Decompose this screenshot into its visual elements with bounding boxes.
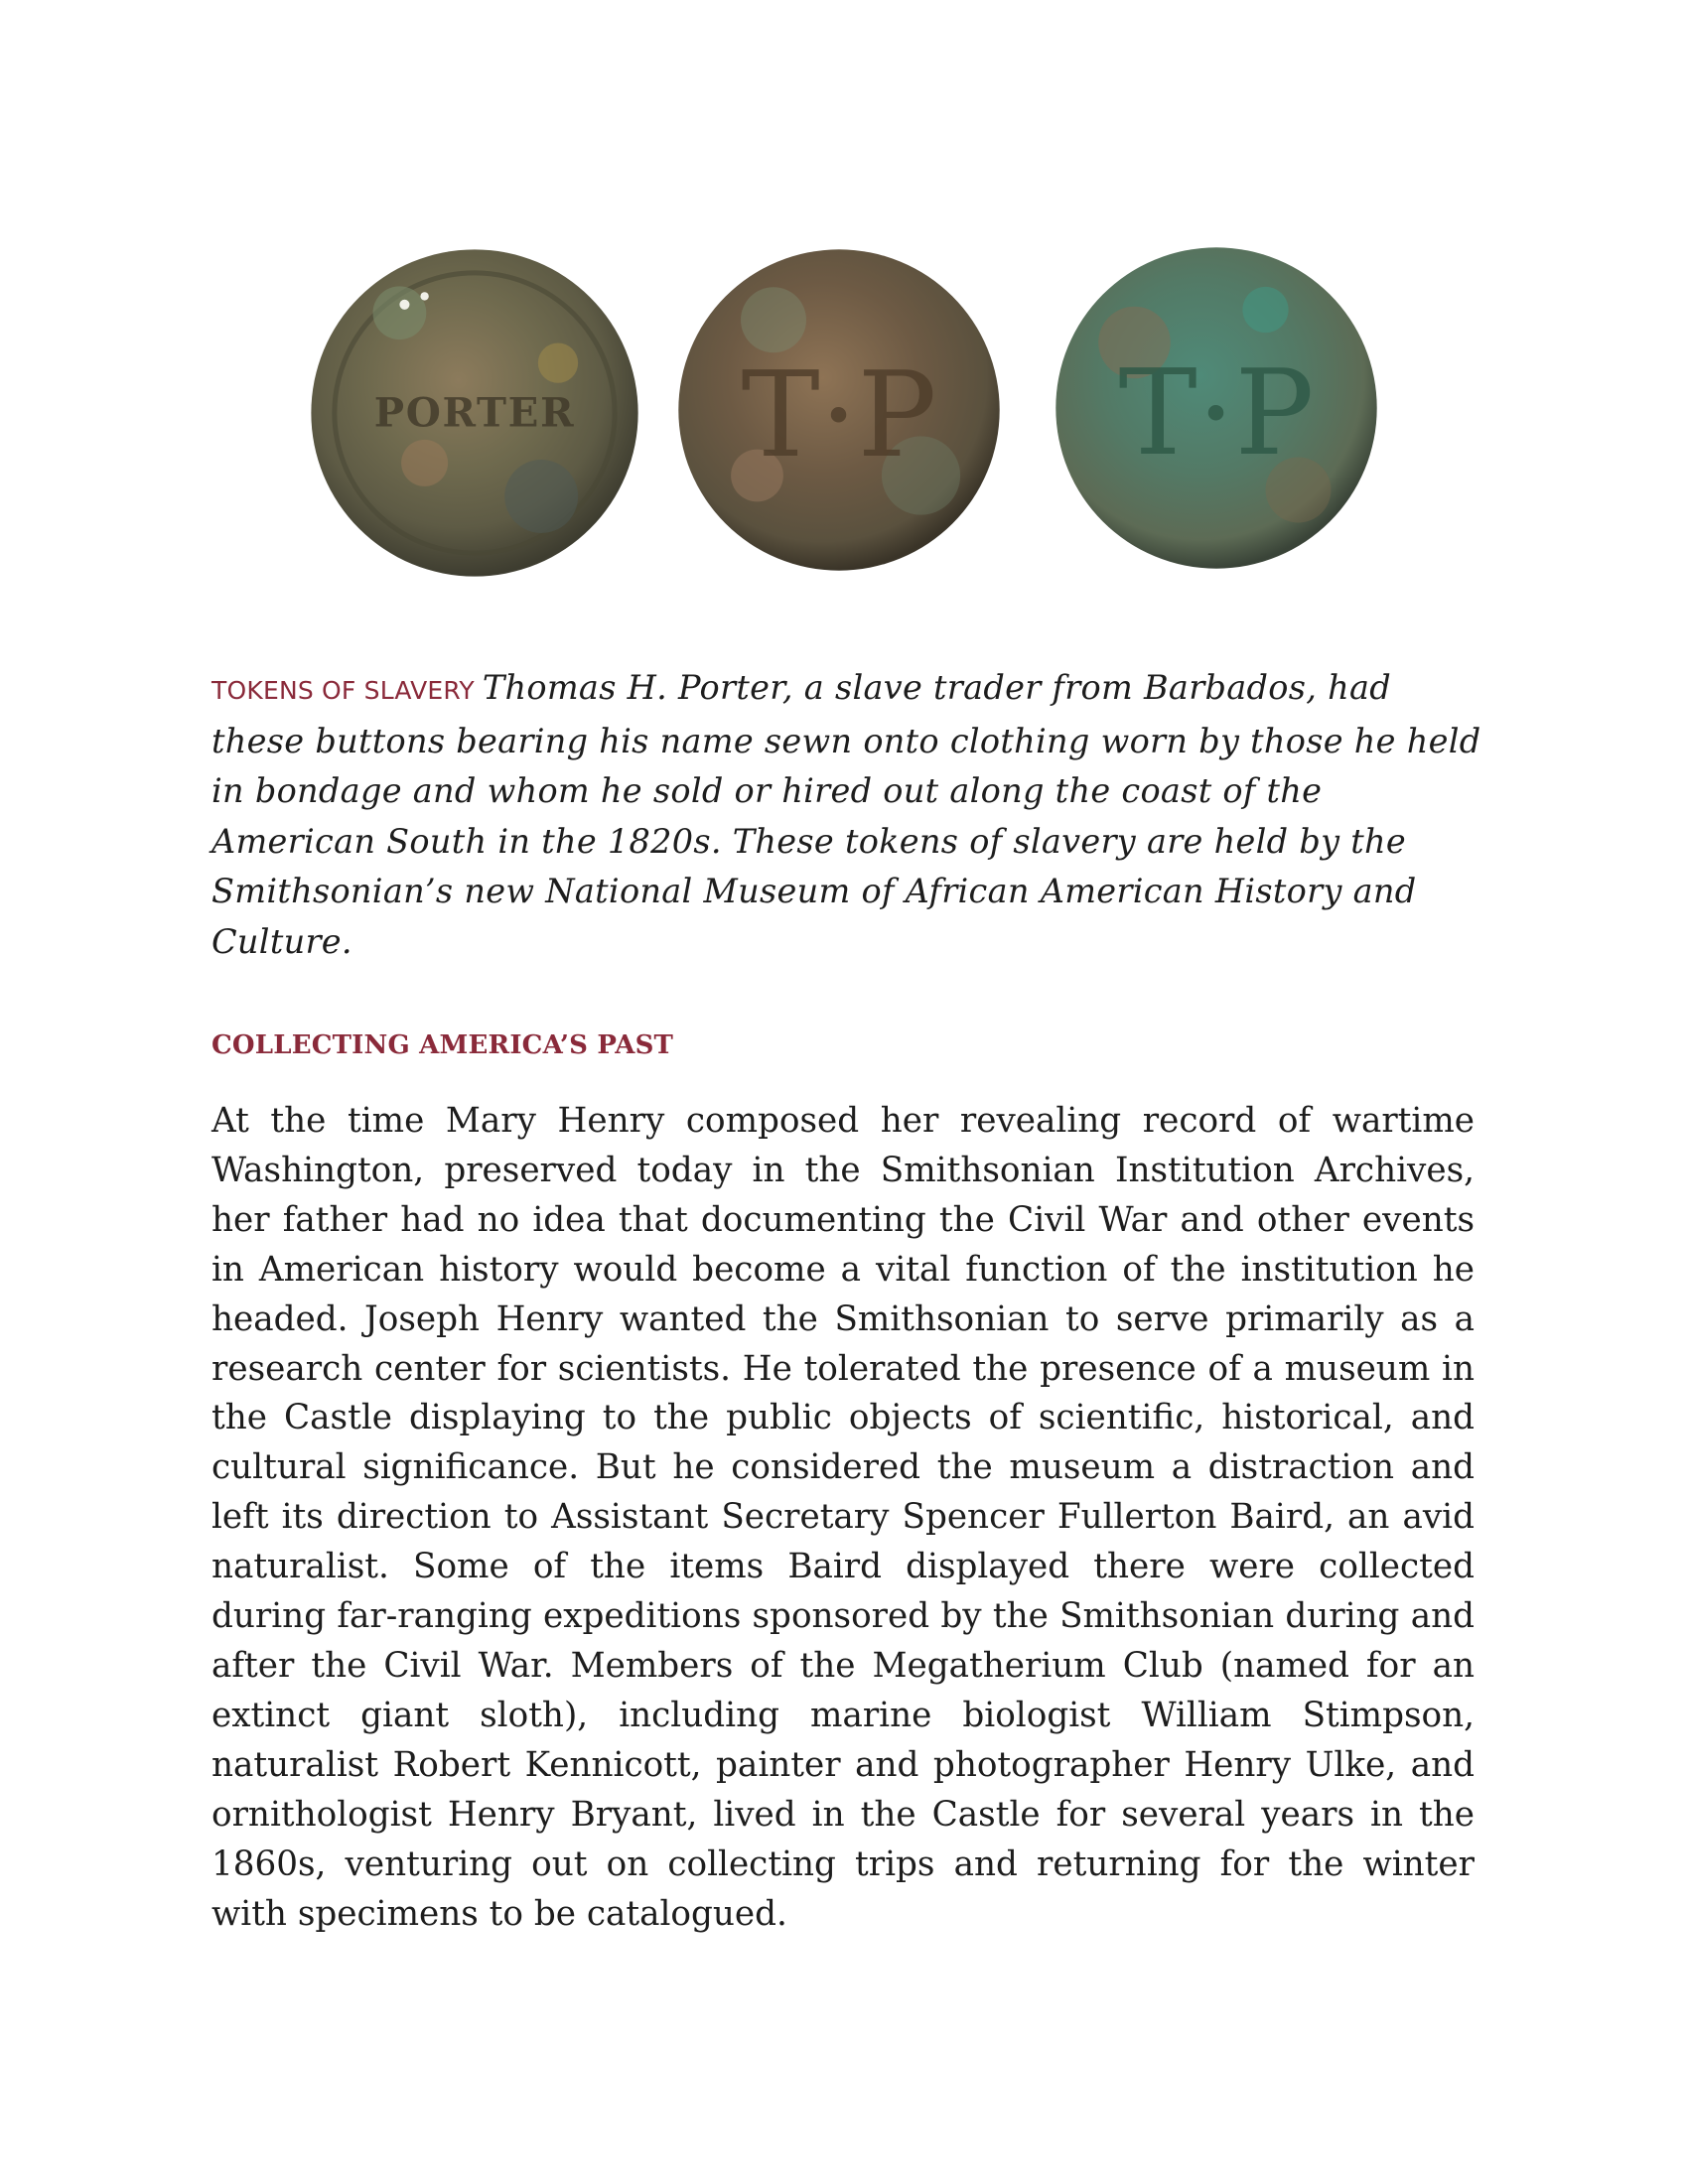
tp-coin-button-brown	[675, 246, 1003, 574]
caption-text: Thomas H. Porter, a slave trader from Barbados, had these buttons bearing his name sewn onto clothing worn by those he held in bondage and whom he sold or hired out along the coast of the American South in the 1820s. These tokens of slavery are held by the Smithsonian’s new National Museum of African American History and Culture.	[211, 668, 1481, 961]
tp-coin-button-green	[1053, 244, 1380, 572]
body-paragraph: At the time Mary Henry composed her revealing record of wartime Washington, preserved today in the Smithsonian Institution Archives, her father had no idea that documenting the Civil War and other events in American history would become a vital function of the institution he headed. Joseph Henry wanted the Smithsonian to serve primarily as a research center for scientists. He tolerated the presence of a museum in the Castle displaying to the public objects of scientific, historical, and cultural significance. But he considered the museum a distraction and left its direction to Assistant Secretary Spencer Fullerton Baird, an avid naturalist. Some of the items Baird displayed there were collected during far-ranging expeditions sponsored by the Smithsonian during and after the Civil War. Members of the Megatherium Club (named for an extinct giant sloth), including marine biologist William Stimpson, naturalist Robert Kennicott, painter and photographer Henry Ulke, and ornithologist Henry Bryant, lived in the Castle for several years in the 1860s, venturing out on collecting trips and returning for the winter with specimens to be catalogued.	[211, 1101, 1475, 1934]
porter-coin-button	[308, 246, 641, 580]
coin-buttons-photo	[298, 236, 1390, 594]
photo-caption	[211, 663, 1492, 967]
porter-coin-label: PORTER	[373, 388, 576, 437]
tp-coin-label-green: T·P	[1118, 345, 1315, 483]
tp-coin-label-brown: T·P	[741, 347, 937, 485]
caption-kicker: TOKENS OF SLAVERY	[211, 676, 475, 705]
section-heading: COLLECTING AMERICA’S PAST	[211, 1030, 674, 1060]
